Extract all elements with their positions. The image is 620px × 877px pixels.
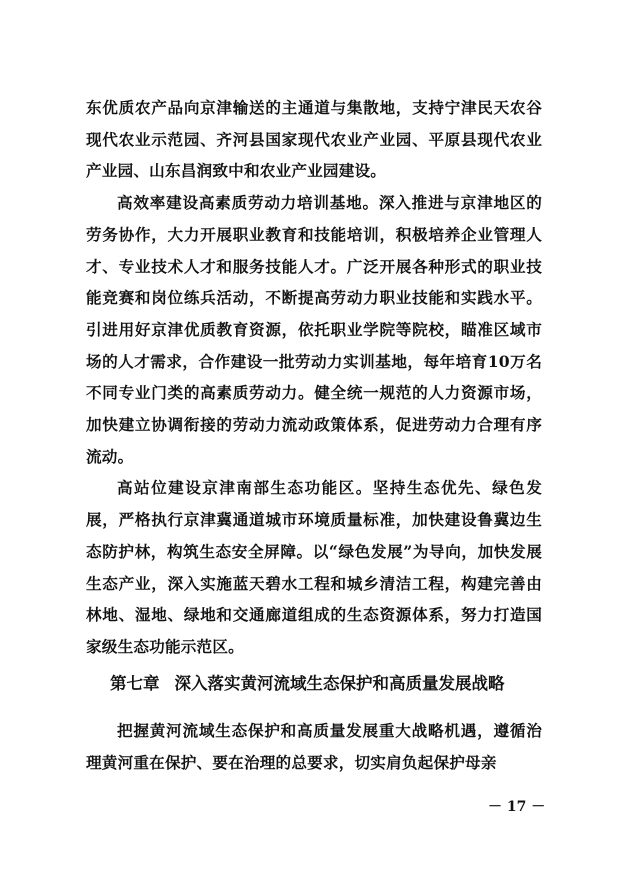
body-text [86, 92, 542, 663]
chapter-title-text: 深入落实黄河流域生态保护和高质量发展战略 [174, 674, 505, 693]
paragraph-labor-training: 高效率建设高素质劳动力培训基地。深入推进与京津地区的劳务协作，大力开展职业教育和技能培训，积极培养企业管理人才、专业技术人才和服务技能人才。广泛开展各种形式的职业技能竞赛和岗位练兵活动，不断提高劳动力职业技能和实践水平。引进用好京津优质教育资源，依托职业学院等院校，瞄准区域市场的人才需求，合作建设一批劳动力实训基地，每年培育10万名不同专业门类的高素质劳动力。健全统一规范的人力资源市场，加快建立协调衔接的劳动力流动政策体系，促进劳动力合理有序流动。 [86, 193, 542, 466]
chapter-heading [110, 672, 550, 696]
page-number: － 17 － [488, 799, 546, 815]
paragraph-continuation: 东优质农产品向京津输送的主通道与集散地，支持宁津民天农谷现代农业示范园、齐河县国家现代农业产业园、平原县现代农业产业园、山东昌润致中和农业产业园建设。 [86, 98, 542, 181]
paragraph-ecological-zone: 高站位建设京津南部生态功能区。坚持生态优先、绿色发展，严格执行京津冀通道城市环境质量标准，加快建设鲁冀边生态防护林，构筑生态安全屏障。以“绿色发展”为导向，加快发展生态产业，深入实施蓝天碧水工程和城乡清洁工程，构建完善由林地、湿地、绿地和交通廊道组成的生态资源体系，努力打造国家级生态功能示范区。 [86, 478, 542, 656]
paragraph-yellow-river-intro: 把握黄河流域生态保护和高质量发展重大战略机遇，遵循治理黄河重在保护、要在治理的总要求，切实肩负起保护母亲 [86, 721, 542, 772]
chapter-intro-text [86, 715, 542, 778]
chapter-number: 第七章 [110, 674, 160, 693]
